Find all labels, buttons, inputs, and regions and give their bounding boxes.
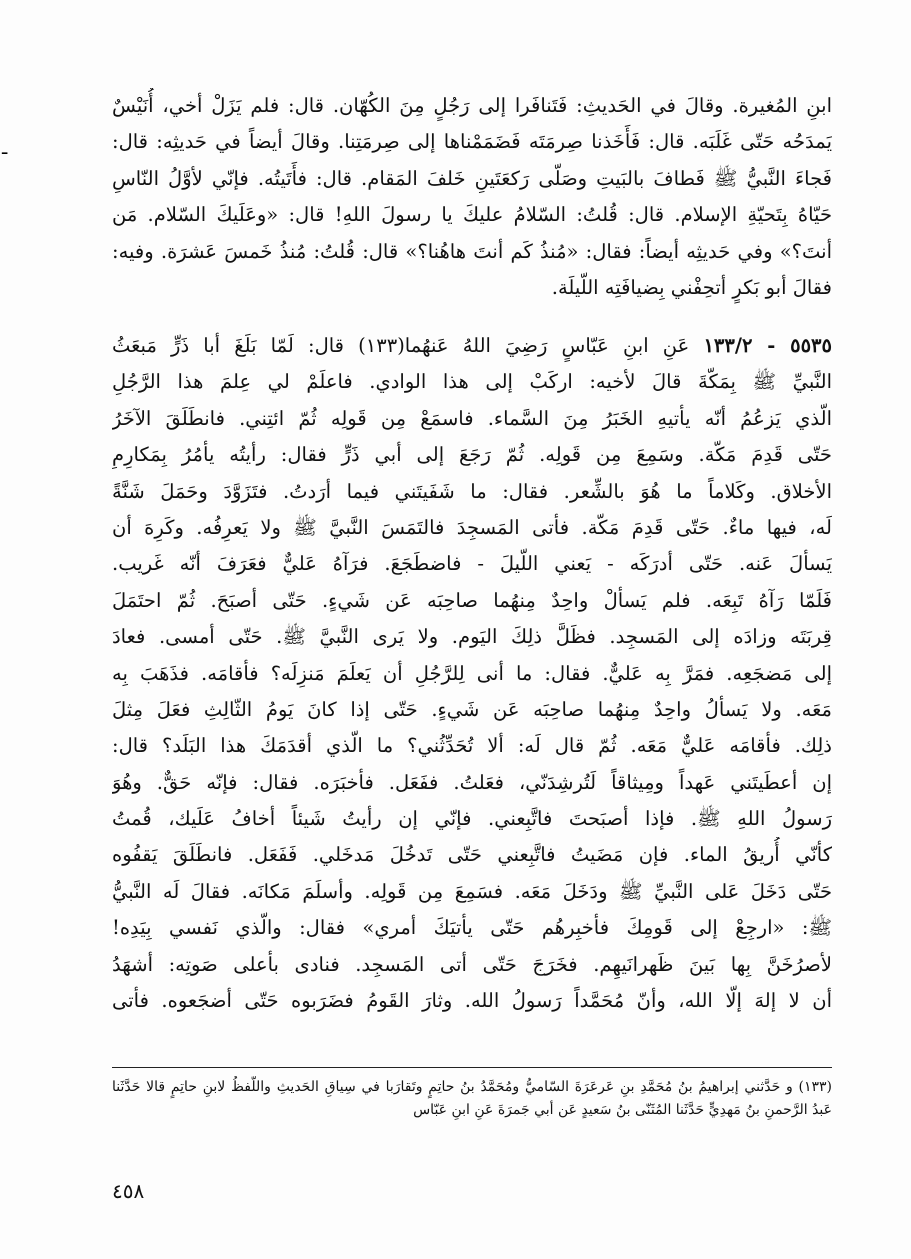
text-line: حَتّى قَدِمَ مَكّة. وسَمِعَ مِن قَولِه. ثُمّ رَجَعَ إلى أبي ذَرٍّ فقال: رأيتُه يأمُرُ بِمَكارِمِ — [112, 443, 832, 467]
text-line: لَه، فيها ماءٌ. حَتّى قَدِمَ مَكّة. فأتى المَسجِدَ فالتَمَسَ النَّبيَّ ﷺ ولا يَعرِفُه. وكَرِهَ أن — [112, 515, 832, 539]
page-number: ٤٥٨ — [112, 1179, 145, 1203]
text-line: يَسألَ عَنه. حَتّى أدرَكَه - يَعني اللّيلَ - فاضطَجَعَ. فرَآهُ عَليٌّ فعَرَفَ أنّه غَريب. — [112, 552, 832, 576]
footnote-divider — [112, 1067, 832, 1068]
hadith-number: ٥٥٣٥ - ١٣٣/٢ — [703, 334, 832, 357]
text-line: رَسولُ اللهِ ﷺ. فإذا أصبَحتَ فاتَّبِعني. فإنّي إن رأيتُ شَيئاً أخافُ عَلَيك، قُمتُ — [112, 807, 832, 831]
text-line: إن أعطَيتَني عَهداً ومِيثاقاً لَتُرشِدَنّي، فعَلتُ. ففَعَل. فأخبَرَه. فقال: فإنّه حَقٌّ. وهُوَ — [112, 770, 832, 794]
text-line: ذلِك. فأقامَه عَليٌّ مَعَه. ثُمّ قال لَه: ألا تُحَدِّثُني؟ ما الّذي أقدَمَكَ هذا البَلَد؟ قال: — [112, 734, 832, 758]
text-line: فَجاءَ النَّبيُّ ﷺ فَطافَ بالبَيتِ وصَلّى رَكعَتَينِ خَلفَ المَقام. قال: فأَتَيتُه. فإنّي لأوَّلُ النّاسِ — [112, 166, 832, 190]
text-line: عَنِ ابنِ عَبّاسٍ رَضِيَ اللهُ عَنهُما(١٣٣) قال: لَمّا بَلَغَ أبا ذَرٍّ مَبعَثُ — [112, 334, 690, 357]
paragraph-1 — [112, 88, 832, 306]
footnote — [112, 1076, 832, 1122]
margin-mark: ـ — [2, 138, 8, 159]
text-line: مَعَه. ولا يَسألُ واحِدٌ مِنهُما صاحِبَه عَن شَيءٍ. حَتّى إذا كانَ يَومُ الثّالِثِ فعَلَ مِثلَ — [112, 697, 832, 721]
text-line: فَلَمّا رَآهُ تَبِعَه. فلم يَسألْ واحِدٌ مِنهُما صاحِبَه عَن شَيءٍ. حَتّى أصبَحَ. ثُمّ احتَمَلَ — [112, 588, 832, 612]
text-line: حَيّاهُ بِتَحيّةِ الإسلام. قال: قُلتُ: السّلامُ عليكَ يا رسولَ اللهِ! قال: «وعَلَيكَ السّلام. مَن — [112, 203, 832, 227]
text-line: إلى مَضجَعِه. فمَرَّ بِه عَليٌّ. فقال: ما أنى لِلرَّجُلِ أن يَعلَمَ مَنزِلَه؟ فأقامَه. فذَهَبَ بِه — [112, 661, 832, 685]
paragraph-2 — [112, 328, 832, 1019]
text-line: حَتّى دَخَلَ عَلى النَّبيِّ ﷺ ودَخَلَ مَعَه. فسَمِعَ مِن قَولِه. وأسلَمَ مَكانَه. فقالَ لَه النَّبيُّ — [112, 879, 832, 903]
text-line: فقالَ أبو بَكرٍ أتحِفْني بِضيافَتِه اللّيلَة. — [551, 275, 832, 299]
text-line: الّذي يَزعُمُ أنّه يأتيهِ الخَبَرُ مِنَ السَّماء. فاسمَعْ مِن قَولِه ثُمّ ائتِني. فانطَلَقَ الآخَرُ — [112, 406, 832, 430]
text-line: قِربَتَه وزادَه إلى المَسجِد. فظَلَّ ذلِكَ اليَوم. ولا يَرى النَّبيَّ ﷺ. حَتّى أمسى. فعادَ — [112, 625, 832, 649]
text-line: لأصرُخَنَّ بِها بَينَ ظَهرانَيهِم. فخَرَجَ حَتّى أتى المَسجِد. فنادى بأعلى صَوتِه: أشهَدُ — [112, 952, 832, 976]
text-line: النَّبيِّ ﷺ بِمَكّةَ قالَ لأخيه: اركَبْ إلى هذا الوادي. فاعلَمْ لي عِلمَ هذا الرَّجُلِ — [112, 370, 832, 394]
text-line: أن لا إلهَ إلّا الله، وأنّ مُحَمَّداً رَسولُ الله. وثارَ القَومُ فضَرَبوه حَتّى أضجَعوه. فأتى — [112, 989, 832, 1013]
text-line: يَمدَحُه حَتّى غَلَبَه. قال: فَأَخَذنا صِرمَتَه فَضَمَمْناها إلى صِرمَتِنا. وقالَ أيضاً في حَديثِه: قال: — [112, 130, 832, 154]
text-line: ابنِ المُغيرة. وقالَ في الحَديثِ: فَتَنافَرا إلى رَجُلٍ مِنَ الكُهّان. قال: فلم يَزَلْ أخي، أُنَيْسٌ — [112, 94, 832, 117]
text-line: أنتَ؟» وفي حَديثِه أيضاً: فقال: «مُنذُ كَم أنتَ هاهُنا؟» قال: قُلتُ: مُنذُ خَمسَ عَشرَة. وفيه: — [112, 239, 832, 263]
text-line: ﷺ: «ارجِعْ إلى قَومِكَ فأخبِرهُم حَتّى يأتيَكَ أمري» فقال: والّذي نَفسي بِيَدِه! — [112, 916, 832, 940]
text-line-with-hadith-number — [112, 328, 832, 364]
text-line: كأنّي أُريقُ الماء. فإن مَضَيتُ فاتَّبِعني حَتّى تَدخُلَ مَدخَلي. فَفَعَل. فانطَلَقَ يَقفُوه — [112, 843, 832, 867]
footnote-line: (١٣٣) و حَدَّثني إبراهيمُ بنُ مُحَمَّدِ بنِ عَرعَرَةَ السّاميُّ ومُحَمَّدُ بنُ حاتِمٍ وتَقارَبا في سِياقِ الحَديثِ واللّفظُ لابنِ حاتِمٍ قالا حَدَّثَنا — [112, 1079, 832, 1095]
text-line: الأخلاق. وكَلاماً ما هُوَ بالشِّعر. فقال: ما شَفَيتَني فيما أرَدتُ. فتَزَوَّدَ وحَمَلَ شَنَّةً — [112, 479, 832, 503]
footnote-line: عَبدُ الرَّحمنِ بنُ مَهدِيٍّ حَدَّثَنا المُثَنّى بنُ سَعيدٍ عَن أبي جَمرَةَ عَنِ ابنِ عَبّاس — [413, 1102, 832, 1118]
